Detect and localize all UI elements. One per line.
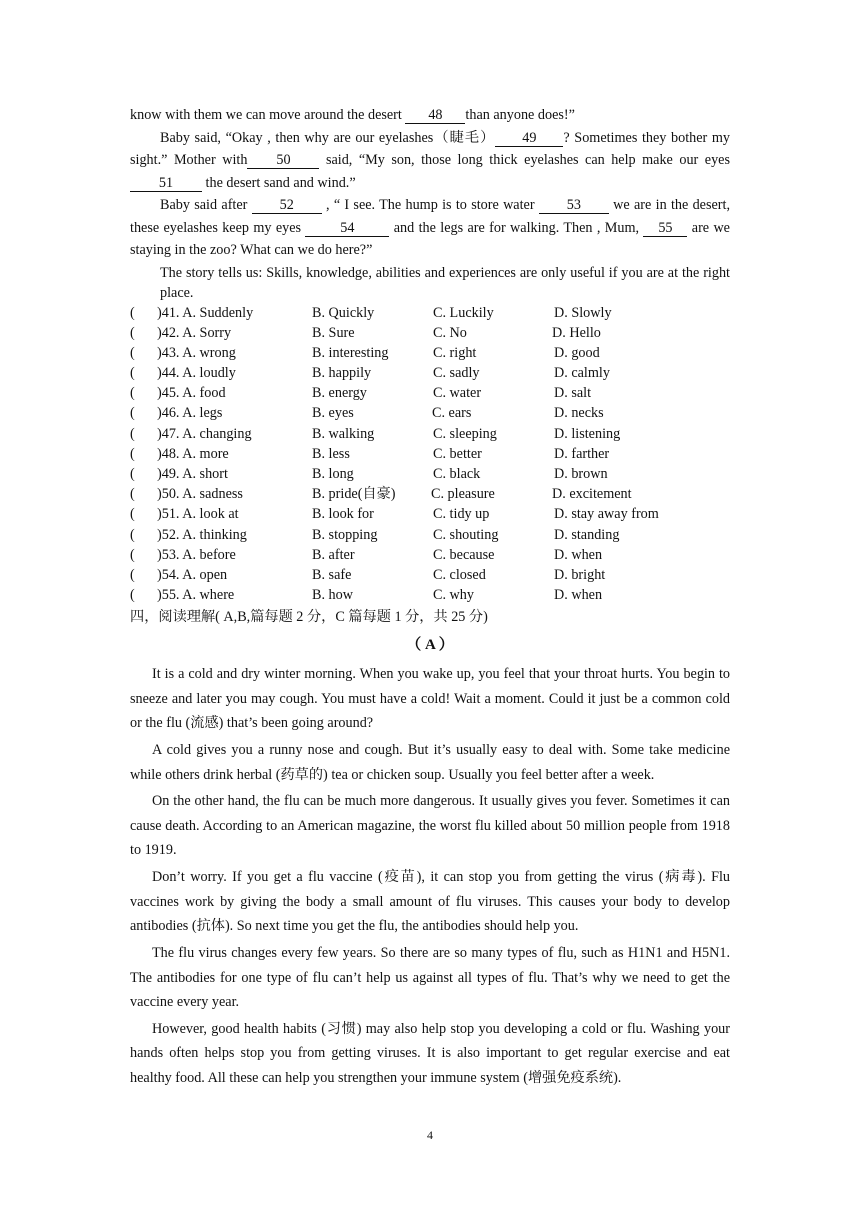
question-row	[130, 424, 730, 444]
cloze-text: than anyone does!”	[465, 107, 575, 123]
option-a: )42. A. Sorry	[157, 324, 232, 341]
passage-paragraph: On the other hand, the flu can be much more dangerous. It usually gives you fever. Sometimes it can cause death. According to an American magazine, the worst flu killed about 50 million people from 1918 to 1919.	[130, 793, 730, 859]
option-c: C. black	[433, 466, 481, 482]
option-b: B. long	[312, 466, 354, 482]
answer-bracket: (	[130, 344, 135, 361]
passage-paragraph: It is a cold and dry winter morning. When you wake up, you feel that your throat hurts. You begin to sneeze and later you may cough. You must have a cold! Wait a moment. Could it just be a common cold or the flu (流感) that’s been going around?	[130, 666, 730, 732]
option-b: B. Sure	[312, 324, 355, 341]
option-c: C. sadly	[433, 365, 480, 382]
question-row	[130, 363, 730, 383]
question-row	[130, 504, 730, 524]
question-row	[130, 525, 730, 545]
question-row	[130, 383, 730, 403]
cloze-text: are we staying in the zoo? What can we do here?”	[130, 219, 730, 258]
option-b: B. safe	[312, 566, 352, 583]
option-c: C. right	[433, 344, 477, 361]
option-b: B. pride(自豪)	[312, 486, 396, 503]
option-b: B. eyes	[312, 405, 354, 422]
option-a: )51. A. look at	[157, 506, 239, 523]
option-b: B. walking	[312, 425, 375, 442]
section-heading: 四，阅读理解( A,B,篇每题 2 分，C 篇每题 1 分，共 25 分)	[130, 609, 488, 626]
answer-bracket: (	[130, 566, 135, 583]
story-moral: The story tells us: Skills, knowledge, abilities and experiences are only useful if you are at the right place.	[160, 264, 730, 301]
answer-bracket: (	[130, 304, 135, 321]
option-d: D. bright	[554, 566, 606, 583]
option-c: C. tidy up	[433, 506, 490, 523]
option-a: )49. A. short	[157, 466, 228, 482]
blank-55: 55	[643, 220, 687, 237]
option-a: )44. A. loudly	[157, 365, 236, 382]
option-a: )45. A. food	[157, 385, 226, 402]
option-c: C. closed	[433, 566, 486, 583]
option-b: B. how	[312, 587, 353, 604]
question-row	[130, 484, 730, 504]
passage-paragraph: However, good health habits (习惯) may also help stop you developing a cold or flu. Washing your hands often helps stop you from getting viruses. It is also important to get regular exercise and eat healthy food. All these can help you strengthen your immune system (增强免疫系统).	[130, 1020, 730, 1086]
option-d: D. calmly	[554, 365, 610, 382]
option-d: D. stay away from	[554, 506, 659, 523]
answer-bracket: (	[130, 506, 135, 523]
option-b: B. happily	[312, 365, 372, 382]
blank-53: 53	[539, 197, 609, 214]
cloze-paragraph-3	[130, 194, 730, 262]
option-a: )46. A. legs	[157, 405, 223, 422]
option-d: D. necks	[554, 405, 604, 422]
cloze-text: ? Sometimes they bother my sight.” Mother with	[130, 129, 731, 168]
option-c: C. sleeping	[433, 425, 497, 442]
answer-bracket: (	[130, 425, 135, 442]
cloze-text: we are in the desert, these eyelashes keep my eyes	[130, 197, 731, 236]
cloze-text: and the legs are for walking. Then , Mum,	[389, 219, 644, 236]
option-a: )48. A. more	[157, 445, 229, 462]
option-d: D. listening	[554, 425, 621, 442]
option-c: C. why	[433, 587, 474, 604]
passage-paragraph: Don’t worry. If you get a flu vaccine (疫苗), it can stop you from getting the virus (病毒). Flu vaccines work by giving the body a small amount of flu viruses. This causes your body to develop antibodies (抗体). So next time you get the flu, the antibodies should help you.	[130, 869, 730, 935]
option-b: B. interesting	[312, 344, 389, 361]
answer-bracket: (	[130, 526, 135, 543]
cloze-text: Baby said after	[160, 197, 252, 213]
option-d: D. when	[554, 587, 603, 604]
option-b: B. look for	[312, 506, 374, 523]
blank-54: 54	[305, 220, 389, 237]
question-row	[130, 585, 730, 605]
option-c: C. No	[433, 324, 467, 341]
question-row	[130, 343, 730, 363]
question-list	[130, 303, 730, 606]
option-d: D. good	[554, 344, 600, 361]
answer-bracket: (	[130, 486, 135, 503]
option-a: )43. A. wrong	[157, 344, 236, 361]
option-a: )55. A. where	[157, 587, 235, 604]
option-b: B. less	[312, 445, 350, 462]
option-c: C. ears	[432, 405, 472, 422]
option-a: )52. A. thinking	[157, 526, 247, 543]
option-c: C. Luckily	[433, 304, 494, 321]
answer-bracket: (	[130, 466, 135, 482]
passage-paragraph: The flu virus changes every few years. So there are so many types of flu, such as H1N1 and H5N1. The antibodies for one type of flu can’t help us against all types of flu. That’s why we need to get the vaccine every year.	[130, 945, 730, 1010]
option-a: )53. A. before	[157, 546, 236, 563]
option-d: D. Slowly	[554, 304, 612, 321]
option-a: )54. A. open	[157, 566, 228, 583]
option-b: B. stopping	[312, 526, 378, 543]
option-c: C. better	[433, 445, 482, 462]
cloze-text: said, “My son, those long thick eyelashes can help make our eyes	[319, 152, 730, 168]
blank-51: 51	[130, 175, 202, 192]
option-d: D. farther	[554, 445, 610, 462]
option-a: )50. A. sadness	[157, 486, 243, 503]
blank-49: 49	[495, 130, 563, 147]
question-row	[130, 303, 730, 323]
option-d: D. standing	[554, 526, 620, 543]
option-b: B. after	[312, 546, 355, 563]
question-row	[130, 444, 730, 464]
cloze-text: Baby said, “Okay , then why are our eyelashes（睫毛）	[160, 129, 496, 146]
blank-48: 48	[405, 107, 465, 124]
cloze-text: know with them we can move around the desert	[130, 107, 406, 123]
cloze-paragraph-1	[130, 104, 730, 127]
option-b: B. Quickly	[312, 304, 375, 321]
option-d: D. Hello	[552, 324, 601, 341]
option-b: B. energy	[312, 385, 367, 402]
option-c: C. water	[433, 385, 482, 402]
question-row	[130, 464, 730, 484]
option-c: C. pleasure	[431, 486, 495, 503]
option-a: )47. A. changing	[157, 425, 252, 442]
cloze-text: the desert sand and wind.”	[202, 174, 356, 191]
passage-paragraph: A cold gives you a runny nose and cough. But it’s usually easy to deal with. Some take medicine while others drink herbal (药草的) tea or chicken soup. Usually you feel better after a week.	[130, 742, 730, 783]
page-number: 4	[427, 1128, 433, 1142]
answer-bracket: (	[130, 365, 135, 382]
answer-bracket: (	[130, 405, 135, 422]
cloze-paragraph-2	[130, 127, 730, 195]
blank-52: 52	[252, 197, 322, 214]
answer-bracket: (	[130, 385, 135, 402]
question-row	[130, 565, 730, 585]
passage-title: （ A ）	[406, 637, 454, 654]
option-c: C. shouting	[433, 526, 499, 543]
question-row	[130, 323, 730, 343]
exam-page	[130, 104, 730, 1093]
option-d: D. salt	[554, 385, 592, 402]
answer-bracket: (	[130, 587, 135, 604]
question-row	[130, 545, 730, 565]
answer-bracket: (	[130, 324, 135, 341]
option-d: D. brown	[554, 466, 608, 482]
answer-bracket: (	[130, 445, 135, 462]
option-d: D. excitement	[552, 486, 632, 503]
question-row	[130, 403, 730, 423]
option-a: )41. A. Suddenly	[157, 304, 254, 321]
option-c: C. because	[433, 546, 495, 563]
cloze-text: , “ I see. The hump is to store water	[321, 197, 539, 213]
option-d: D. when	[554, 546, 603, 563]
blank-50: 50	[247, 152, 319, 169]
answer-bracket: (	[130, 546, 135, 563]
